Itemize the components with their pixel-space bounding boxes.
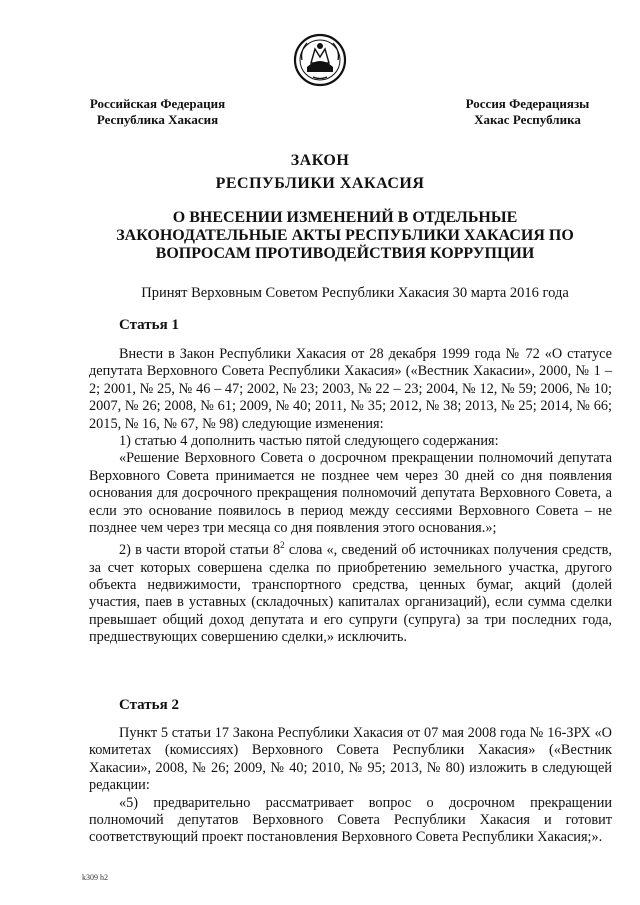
article1-body xyxy=(89,346,612,647)
doc-type: ЗАКОН xyxy=(290,152,350,169)
footer-code: k309 h2 xyxy=(82,873,108,882)
doc-issuer: РЕСПУБЛИКИ ХАКАСИЯ xyxy=(215,175,425,192)
item2-lead: 2) в части второй статьи 8 xyxy=(119,542,281,559)
article2-quote: «5) предварительно рассматривает вопрос о досрочном прекращении полномочий депутатов Верховного Совета Республики Хакасия и готовит соответствующий проект постановления Верховного Совета Республики Хакасия;». xyxy=(89,794,612,846)
article1-quote1: «Решение Верховного Совета о досрочном прекращении полномочий депутата Верховного Совета принимается не позднее чем через 30 дней со дня появления основания для досрочного прекращения полномочий депутата Верховного Совета, а если это основание появилось в период между сессиями Верховного Совета – не позднее чем через три месяца со дня появления этого основания.»; xyxy=(89,450,612,537)
coat-of-arms-emblem xyxy=(293,33,347,87)
article2-heading: Статья 2 xyxy=(119,697,179,713)
item2-rest: слова «, сведений об источниках получения средств, за счет которых совершена сделка по приобретению земельного участка, другого объекта недвижимости, транспортного средства, ценных бумаг, акций (долей участия, паев в уставных (складочных) капиталах организаций), если сумма сделки превышает общий доход депутата и его супруги (супруга) за три последних года, предшествующих совершению сделки,» исключить. xyxy=(89,542,612,646)
article2-body xyxy=(89,725,612,847)
adoption-line: Принят Верховным Советом Республики Хакасия 30 марта 2016 года xyxy=(141,285,569,301)
header-right-line2: Хакас Республика xyxy=(474,112,581,127)
header-left-line2: Республика Хакасия xyxy=(96,112,219,127)
article1-item2 xyxy=(89,537,612,646)
article2-intro: Пункт 5 статьи 17 Закона Республики Хакасия от 07 мая 2008 года № 16-ЗРХ «О комитетах (комиссиях) Верховного Совета Республики Хакасия» («Вестник Хакасии», 2008, № 26; 2009, № 40; 2010, № 95; 2013, № 80) изложить в следующей редакции: xyxy=(89,725,612,794)
law-subject: О ВНЕСЕНИИ ИЗМЕНЕНИЙ В ОТДЕЛЬНЫЕ ЗАКОНОДАТЕЛЬНЫЕ АКТЫ РЕСПУБЛИКИ ХАКАСИЯ ПО ВОПРОСАМ ПРОТИВОДЕЙСТВИЯ КОРРУПЦИИ xyxy=(116,209,574,262)
article1-intro: Внести в Закон Республики Хакасия от 28 декабря 1999 года № 72 «О статусе депутата Верховного Совета Республики Хакасия» («Вестник Хакасии», 2000, № 1 – 2; 2001, № 25, № 46 – 47; 2002, № 23; 2003, № 22 – 23; 2004, № 12, № 59; 2006, № 10; 2007, № 26; 2008, № 61; 2009, № 40; 2011, № 35; 2012, № 38; 2013, № 25; 2014, № 66; 2015, № 16, № 67, № 98) следующие изменения: xyxy=(89,346,612,432)
header-russian xyxy=(70,96,245,128)
article1-heading: Статья 1 xyxy=(119,317,179,333)
header-left-line1: Российская Федерация xyxy=(89,96,226,111)
item2-superscript: 2 xyxy=(280,540,285,551)
article1-item1: 1) статью 4 дополнить частью пятой следующего содержания: xyxy=(119,433,499,450)
header-khakas xyxy=(445,96,610,128)
header-right-line1: Россия Федерациязы xyxy=(465,96,590,111)
